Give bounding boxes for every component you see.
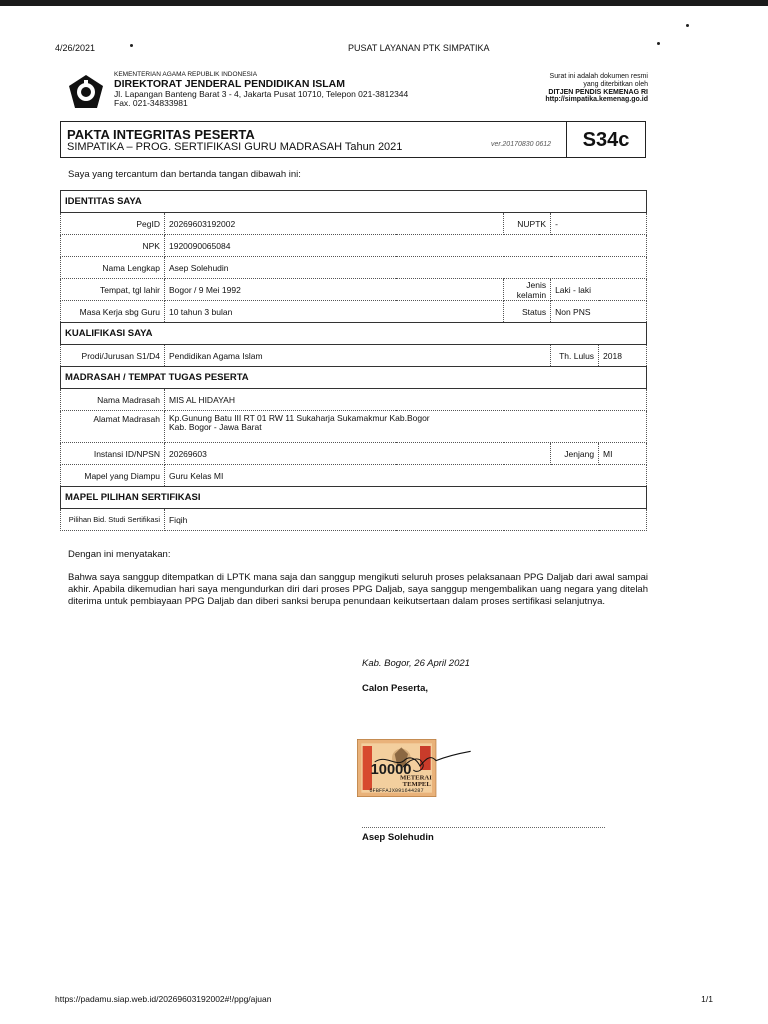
status-label: Status <box>504 301 551 323</box>
document-title: PAKTA INTEGRITAS PESERTA <box>67 127 255 142</box>
npk-label: NPK <box>61 235 165 257</box>
notice-line: Surat ini adalah dokumen resmi <box>549 73 648 80</box>
footer-url: https://padamu.siap.web.id/20269603192002#!/ppg/ajuan <box>55 994 272 1004</box>
scan-speck <box>657 42 660 45</box>
address-line: Kp.Gunung Batu III RT 01 RW 11 Sukaharja Sukamakmur Kab.Bogor <box>168 413 430 423</box>
notice-issuer: DITJEN PENDIS KEMENAG RI <box>548 88 648 96</box>
directorate-name: DIREKTORAT JENDERAL PENDIDIKAN ISLAM <box>114 77 346 90</box>
madrasah-name-value: MIS AL HIDAYAH <box>164 389 646 411</box>
signature-line <box>362 827 605 828</box>
birth-value: Bogor / 9 Mei 1992 <box>164 279 503 301</box>
madrasah-address-value <box>164 411 646 443</box>
gender-value: Laki - laki <box>551 279 647 301</box>
certification-field-value: Fiqih <box>164 509 646 531</box>
status-value: Non PNS <box>551 301 647 323</box>
document-subtitle: SIMPATIKA – PROG. SERTIFIKASI GURU MADRASAH Tahun 2021 <box>67 141 403 153</box>
notice-line: yang diterbitkan oleh <box>583 80 648 88</box>
npk-value: 1920090065084 <box>164 235 646 257</box>
document-code: S34c <box>566 122 645 157</box>
page-number: 1/1 <box>701 994 713 1004</box>
section-certification: MAPEL PILIHAN SERTIFIKASI <box>61 487 647 509</box>
scan-speck <box>686 24 689 27</box>
pegid-value: 20269603192002 <box>164 213 503 235</box>
intro-text: Saya yang tercantum dan bertanda tangan dibawah ini: <box>68 169 301 180</box>
org-fax: Fax. 021-34833981 <box>114 97 188 108</box>
madrasah-name-label: Nama Madrasah <box>61 389 165 411</box>
stamp-serial: 6FBFFAJX091644287 <box>369 788 424 794</box>
signature-role: Calon Peserta, <box>362 683 428 694</box>
stamp-value: 10000 <box>370 762 412 778</box>
document-version: ver.20170830 0612 <box>491 141 552 148</box>
gender-label: Jenis kelamin <box>504 279 551 301</box>
address-line: Kab. Bogor - Jawa Barat <box>168 422 262 432</box>
nuptk-value: - <box>551 213 647 235</box>
notice-url: http://simpatika.kemenag.go.id <box>545 96 648 104</box>
grad-label: Th. Lulus <box>551 345 599 367</box>
org-address: Jl. Lapangan Banteng Barat 3 - 4, Jakarta Pusat 10710, Telepon 021-3812344 <box>114 88 409 99</box>
tenure-label: Masa Kerja sbg Guru <box>61 301 165 323</box>
major-label: Prodi/Jurusan S1/D4 <box>61 345 165 367</box>
name-label: Nama Lengkap <box>61 257 165 279</box>
signature-place-date: Kab. Bogor, 26 April 2021 <box>362 658 470 669</box>
stamp-text-2: TEMPEL <box>402 781 431 788</box>
section-identity: IDENTITAS SAYA <box>61 191 647 213</box>
section-madrasah: MADRASAH / TEMPAT TUGAS PESERTA <box>61 367 647 389</box>
print-title: PUSAT LAYANAN PTK SIMPATIKA <box>348 43 490 53</box>
print-date: 4/26/2021 <box>55 43 96 53</box>
pegid-label: PegID <box>61 213 165 235</box>
certification-field-label: Pilihan Bid. Studi Sertifikasi <box>61 509 165 531</box>
level-label: Jenjang <box>551 443 599 465</box>
ministry-logo-icon <box>68 74 104 110</box>
official-notice <box>545 73 648 104</box>
statement-lead: Dengan ini menyatakan: <box>68 549 171 560</box>
scan-top-edge <box>0 0 768 6</box>
birth-label: Tempat, tgl lahir <box>61 279 165 301</box>
nuptk-label: NUPTK <box>504 213 551 235</box>
tenure-value: 10 tahun 3 bulan <box>164 301 503 323</box>
npsn-value: 20269603 <box>164 443 550 465</box>
signer-name: Asep Solehudin <box>362 832 434 843</box>
ministry-name: KEMENTERIAN AGAMA REPUBLIK INDONESIA <box>114 71 258 78</box>
section-qualification: KUALIFIKASI SAYA <box>61 323 647 345</box>
statement-paragraph: Bahwa saya sanggup ditempatkan di LPTK mana saja dan sanggup mengikuti seluruh proses pelaksanaan PPG Daljab dari awal sampai akhir. Apabila dikemudian hari saya mengundurkan diri dari proses PPG Daljab, saya sanggup mengembalikan uang negara yang ditelah diterima untuk pembiayaan PPG Daljab dan diberi sanksi berupa penundaan keikutsertaan dalam proses sertifikasi selanjutnya. <box>68 572 648 607</box>
grad-value: 2018 <box>599 345 647 367</box>
level-value: MI <box>599 443 647 465</box>
name-value: Asep Solehudin <box>164 257 646 279</box>
document-title-box <box>60 121 646 158</box>
participant-form <box>60 190 647 531</box>
subject-label: Mapel yang Diampu <box>61 465 165 487</box>
subject-value: Guru Kelas MI <box>164 465 646 487</box>
revenue-stamp-with-signature <box>356 710 476 818</box>
madrasah-address-label: Alamat Madrasah <box>61 411 165 443</box>
scan-speck <box>130 44 133 47</box>
npsn-label: Instansi ID/NPSN <box>61 443 165 465</box>
organization-header <box>114 72 408 108</box>
stamp-text-1: METERAI <box>400 774 432 782</box>
major-value: Pendidikan Agama Islam <box>164 345 550 367</box>
